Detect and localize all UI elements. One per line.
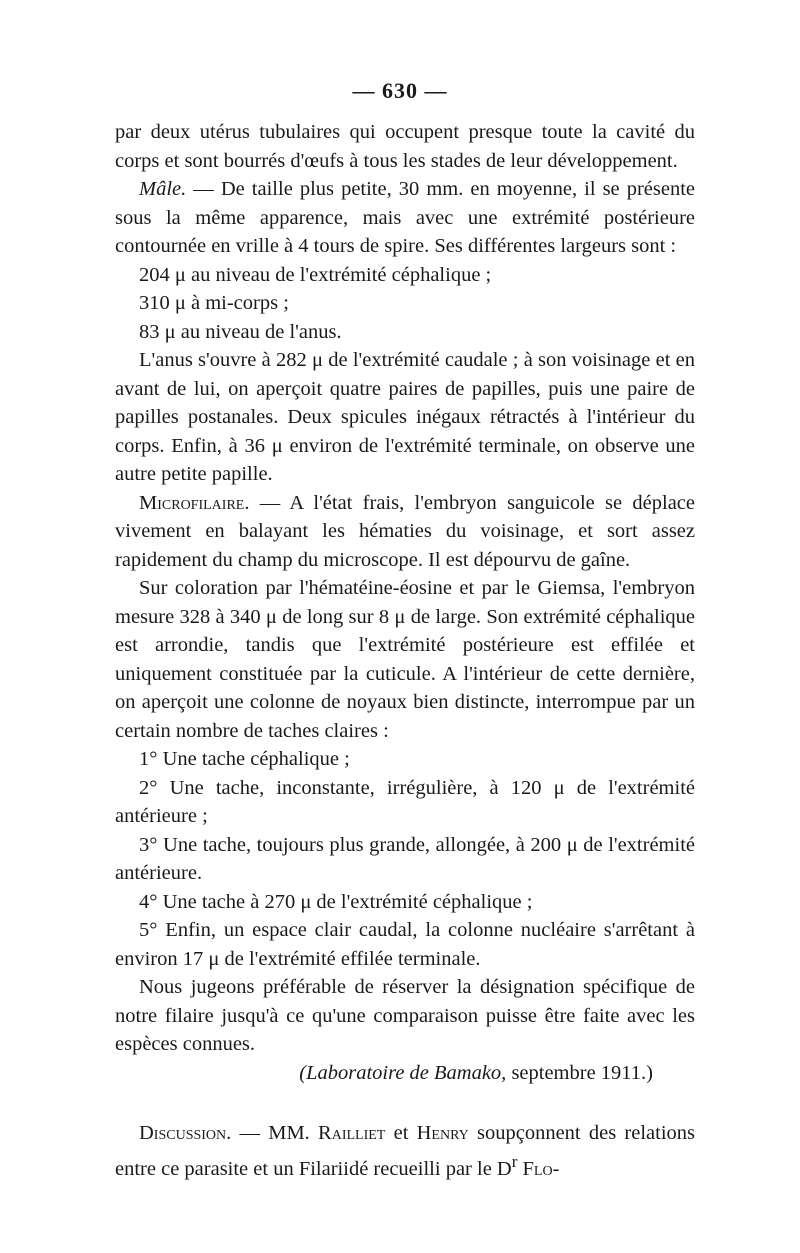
width-item: 204 μ au niveau de l'extrémité céphalique ; <box>139 263 492 286</box>
paragraph-anus: L'anus s'ouvre à 282 μ de l'extrémité caudale ; à son voisinage et en avant de lui, on aperçoit quatre paires de papilles, puis une paire de papilles postanales. Deux spicules inégaux rétractés à l'intérieur du corps. Enfin, à 36 μ environ de l'extrémité terminale, on observe une autre petite papille. <box>115 349 695 485</box>
author-name-railliet: Railliet <box>318 1122 386 1144</box>
list-item: 2° Une tache, inconstante, irrégulière, à 120 μ de l'extrémité antérieure ; <box>115 776 695 827</box>
author-name-henry: Henry <box>416 1122 469 1144</box>
paragraph-coloration: Sur coloration par l'hématéine-éosine et par le Giemsa, l'embryon mesure 328 à 340 μ de long sur 8 μ de large. Son extrémité céphalique est arrondie, tandis que l'extrémité postérieure est effilée et uniquement constituée par la cuticule. A l'intérieur de cette dernière, on aperçoit une colonne de noyaux bien distincte, interrompue par un certain nombre de taches claires : <box>115 577 695 742</box>
discussion-text-pre: — MM. <box>231 1122 319 1144</box>
paragraph-conclusion: Nous jugeons préférable de réserver la désignation spécifique de notre filaire jusqu'à ce qu'une comparaison puisse être faite avec les espèces connues. <box>115 976 695 1055</box>
paragraph-uterus: par deux utérus tubulaires qui occupent presque toute la cavité du corps et sont bourrés d'œufs à tous les stades de leur développement. <box>115 121 695 172</box>
list-item: 4° Une tache à 270 μ de l'extrémité céphalique ; <box>139 890 533 913</box>
discussion-text-mid: et <box>385 1122 417 1144</box>
male-heading: Mâle. <box>139 178 187 200</box>
discussion-text-tail: Flo- <box>517 1157 560 1180</box>
signature-line <box>115 1059 695 1088</box>
width-item: 310 μ à mi-corps ; <box>139 292 289 314</box>
signature-date: septembre 1911.) <box>506 1061 653 1084</box>
list-item: 1° Une tache céphalique ; <box>139 748 350 770</box>
list-item: 5° Enfin, un espace clair caudal, la colonne nucléaire s'arrêtant à environ 17 μ de l'extrémité effilée terminale. <box>115 919 695 970</box>
page-body <box>115 118 695 1183</box>
paragraph-discussion <box>115 1119 695 1183</box>
width-item: 83 μ au niveau de l'anus. <box>139 320 342 343</box>
microfilaire-text: — A l'état frais, l'embryon sanguicole se déplace vivement en balayant les hématies du voisinage, et sort assez rapidement du champ du microscope. Il est dépourvu de gaîne. <box>115 491 695 571</box>
male-text: — De taille plus petite, 30 mm. en moyenne, il se présente sous la même apparence, mais avec une extrémité postérieure contournée en vrille à 4 tours de spire. Ses différentes largeurs sont : <box>115 178 695 257</box>
paragraph-male <box>115 175 695 261</box>
list-item: 3° Une tache, toujours plus grande, allongée, à 200 μ de l'extrémité antérieure. <box>115 833 695 884</box>
discussion-heading: Discussion. <box>139 1122 232 1144</box>
microfilaire-heading: Microfilaire. <box>139 491 250 514</box>
signature-place: (Laboratoire de Bamako, <box>299 1061 507 1084</box>
paragraph-microfilaire <box>115 489 695 575</box>
doctor-superscript: r <box>511 1151 518 1171</box>
page-number: — 630 — <box>352 78 448 103</box>
discussion-text-post: soupçonnent des relations entre ce parasite et un Filariidé recueilli par le D <box>115 1122 695 1180</box>
